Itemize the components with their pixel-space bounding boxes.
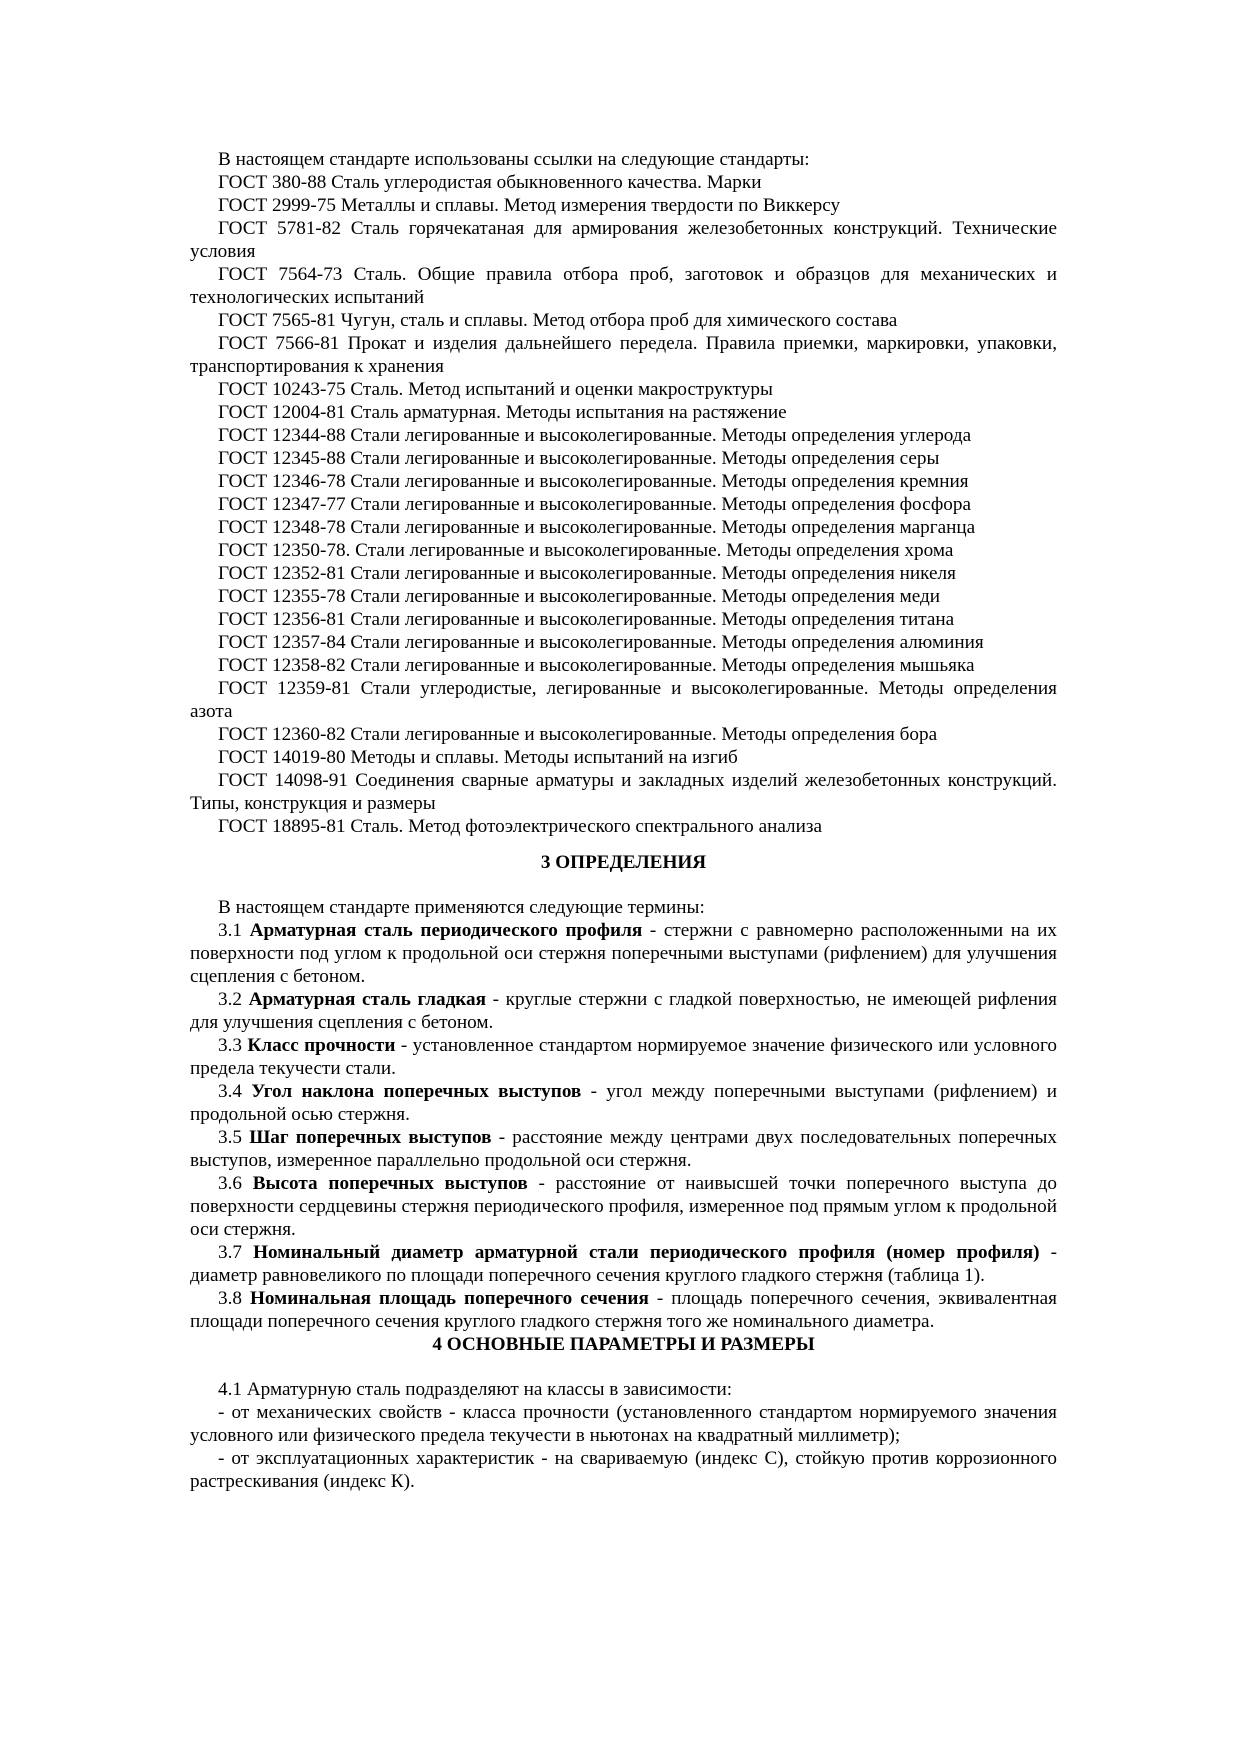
definition-number: 3.5 [218, 1127, 250, 1148]
reference-item: ГОСТ 7564-73 Сталь. Общие правила отбора проб, заготовок и образцов для механических и технологических испытаний [190, 264, 1057, 308]
reference-item: ГОСТ 12358-82 Стали легированные и высоколегированные. Методы определения мышьяка [218, 655, 975, 676]
definition-number: 3.7 [218, 1242, 254, 1263]
reference-item: ГОСТ 380-88 Сталь углеродистая обыкновенного качества. Марки [218, 172, 762, 193]
reference-item: ГОСТ 10243-75 Сталь. Метод испытаний и оценки макроструктуры [218, 379, 773, 400]
reference-item: ГОСТ 12004-81 Сталь арматурная. Методы испытания на растяжение [218, 402, 787, 423]
reference-item: ГОСТ 7566-81 Прокат и изделия дальнейшего передела. Правила приемки, маркировки, упаковки, транспортирования к хранения [190, 333, 1057, 377]
definition-3-3 [190, 1034, 1057, 1080]
reference-item: ГОСТ 14019-80 Методы и сплавы. Методы испытаний на изгиб [218, 747, 738, 768]
reference-item: ГОСТ 5781-82 Сталь горячекатаная для армирования железобетонных конструкций. Технические условия [190, 218, 1057, 262]
reference-item: ГОСТ 12359-81 Стали углеродистые, легированные и высоколегированные. Методы определения азота [190, 678, 1057, 722]
definition-text: - установленное стандартом нормируемое значение физического или условного предела текучести стали. [190, 1035, 1058, 1079]
reference-item: ГОСТ 12350-78. Стали легированные и высоколегированные. Методы определения хрома [218, 540, 954, 561]
page-content [190, 148, 1057, 1493]
definition-text: - площадь поперечного сечения, эквивалентная площади поперечного сечения круглого гладкого стержня того же номинального диаметра. [190, 1288, 1057, 1332]
definition-term: Шаг поперечных выступов [249, 1127, 492, 1148]
reference-item: ГОСТ 12346-78 Стали легированные и высоколегированные. Методы определения кремния [218, 471, 969, 492]
section-4-paragraph: - от механических свойств - класса прочности (установленного стандартом нормируемого значения условного или физического предела текучести в ньютонах на квадратный миллиметр); [190, 1402, 1057, 1446]
definition-text: - диаметр равновеликого по площади поперечного сечения круглого гладкого стержня (таблица 1). [190, 1242, 1058, 1286]
definition-term: Арматурная сталь гладкая [248, 989, 487, 1010]
definition-term: Угол наклона поперечных выступов [251, 1081, 582, 1102]
reference-item: ГОСТ 12355-78 Стали легированные и высоколегированные. Методы определения меди [218, 586, 941, 607]
reference-item: ГОСТ 12347-77 Стали легированные и высоколегированные. Методы определения фосфора [218, 494, 972, 515]
section-4-heading: 4 ОСНОВНЫЕ ПАРАМЕТРЫ И РАЗМЕРЫ [432, 1334, 815, 1355]
reference-item: ГОСТ 12348-78 Стали легированные и высоколегированные. Методы определения марганца [218, 517, 976, 538]
reference-item: ГОСТ 18895-81 Сталь. Метод фотоэлектрического спектрального анализа [218, 816, 822, 837]
definition-3-5 [190, 1126, 1057, 1172]
definition-3-7 [190, 1241, 1057, 1287]
reference-item: ГОСТ 2999-75 Металлы и сплавы. Метод измерения твердости по Виккерсу [218, 195, 841, 216]
definition-term: Номинальный диаметр арматурной стали периодического профиля (номер профиля) [253, 1242, 1040, 1263]
definition-3-4 [190, 1080, 1057, 1126]
definition-3-1 [190, 919, 1057, 988]
definition-text: - расстояние от наивысшей точки поперечного выступа до поверхности сердцевины стержня периодического профиля, измеренное под прямым углом к продольной оси стержня. [190, 1173, 1057, 1240]
reference-item: ГОСТ 12352-81 Стали легированные и высоколегированные. Методы определения никеля [218, 563, 956, 584]
definition-term: Класс прочности [247, 1035, 396, 1056]
definition-term: Арматурная сталь периодического профиля [249, 920, 643, 941]
definition-3-2 [190, 988, 1057, 1034]
reference-item: ГОСТ 12360-82 Стали легированные и высоколегированные. Методы определения бора [218, 724, 938, 745]
definition-number: 3.3 [218, 1035, 248, 1056]
definition-text: - стержни с равномерно расположенными на их поверхности под углом к продольной оси стержня поперечными выступами (рифлением) для улучшения сцепления с бетоном. [190, 920, 1057, 987]
reference-item: ГОСТ 12345-88 Стали легированные и высоколегированные. Методы определения серы [218, 448, 940, 469]
reference-item: ГОСТ 7565-81 Чугун, сталь и сплавы. Метод отбора проб для химического состава [218, 310, 898, 331]
reference-item: ГОСТ 14098-91 Соединения сварные арматуры и закладных изделий железобетонных конструкций. Типы, конструкция и размеры [190, 770, 1057, 814]
section-3-intro: В настоящем стандарте применяются следующие термины: [218, 897, 705, 918]
definition-term: Высота поперечных выступов [252, 1173, 528, 1194]
definition-text: - круглые стержни с гладкой поверхностью, не имеющей рифления для улучшения сцепления с бетоном. [190, 989, 1057, 1033]
definition-number: 3.1 [218, 920, 250, 941]
definition-text: - угол между поперечными выступами (рифлением) и продольной осью стержня. [190, 1081, 1057, 1125]
section-4-paragraph: 4.1 Арматурную сталь подразделяют на классы в зависимости: [218, 1379, 733, 1400]
reference-item: ГОСТ 12344-88 Стали легированные и высоколегированные. Методы определения углерода [218, 425, 972, 446]
definition-3-6 [190, 1172, 1057, 1241]
definition-number: 3.6 [218, 1173, 253, 1194]
references-intro: В настоящем стандарте использованы ссылки на следующие стандарты: [218, 149, 810, 170]
definition-3-8 [190, 1287, 1057, 1333]
reference-item: ГОСТ 12356-81 Стали легированные и высоколегированные. Методы определения титана [218, 609, 955, 630]
section-3-heading: 3 ОПРЕДЕЛЕНИЯ [540, 852, 707, 873]
definition-text: - расстояние между центрами двух последовательных поперечных выступов, измеренное параллельно продольной оси стержня. [190, 1127, 1057, 1171]
definition-number: 3.2 [218, 989, 249, 1010]
definition-number: 3.8 [218, 1288, 250, 1309]
definition-term: Номинальная площадь поперечного сечения [249, 1288, 649, 1309]
section-4-paragraph: - от эксплуатационных характеристик - на свариваемую (индекс С), стойкую против коррозионного растрескивания (индекс К). [190, 1448, 1057, 1492]
reference-item: ГОСТ 12357-84 Стали легированные и высоколегированные. Методы определения алюминия [218, 632, 984, 653]
definition-number: 3.4 [218, 1081, 252, 1102]
